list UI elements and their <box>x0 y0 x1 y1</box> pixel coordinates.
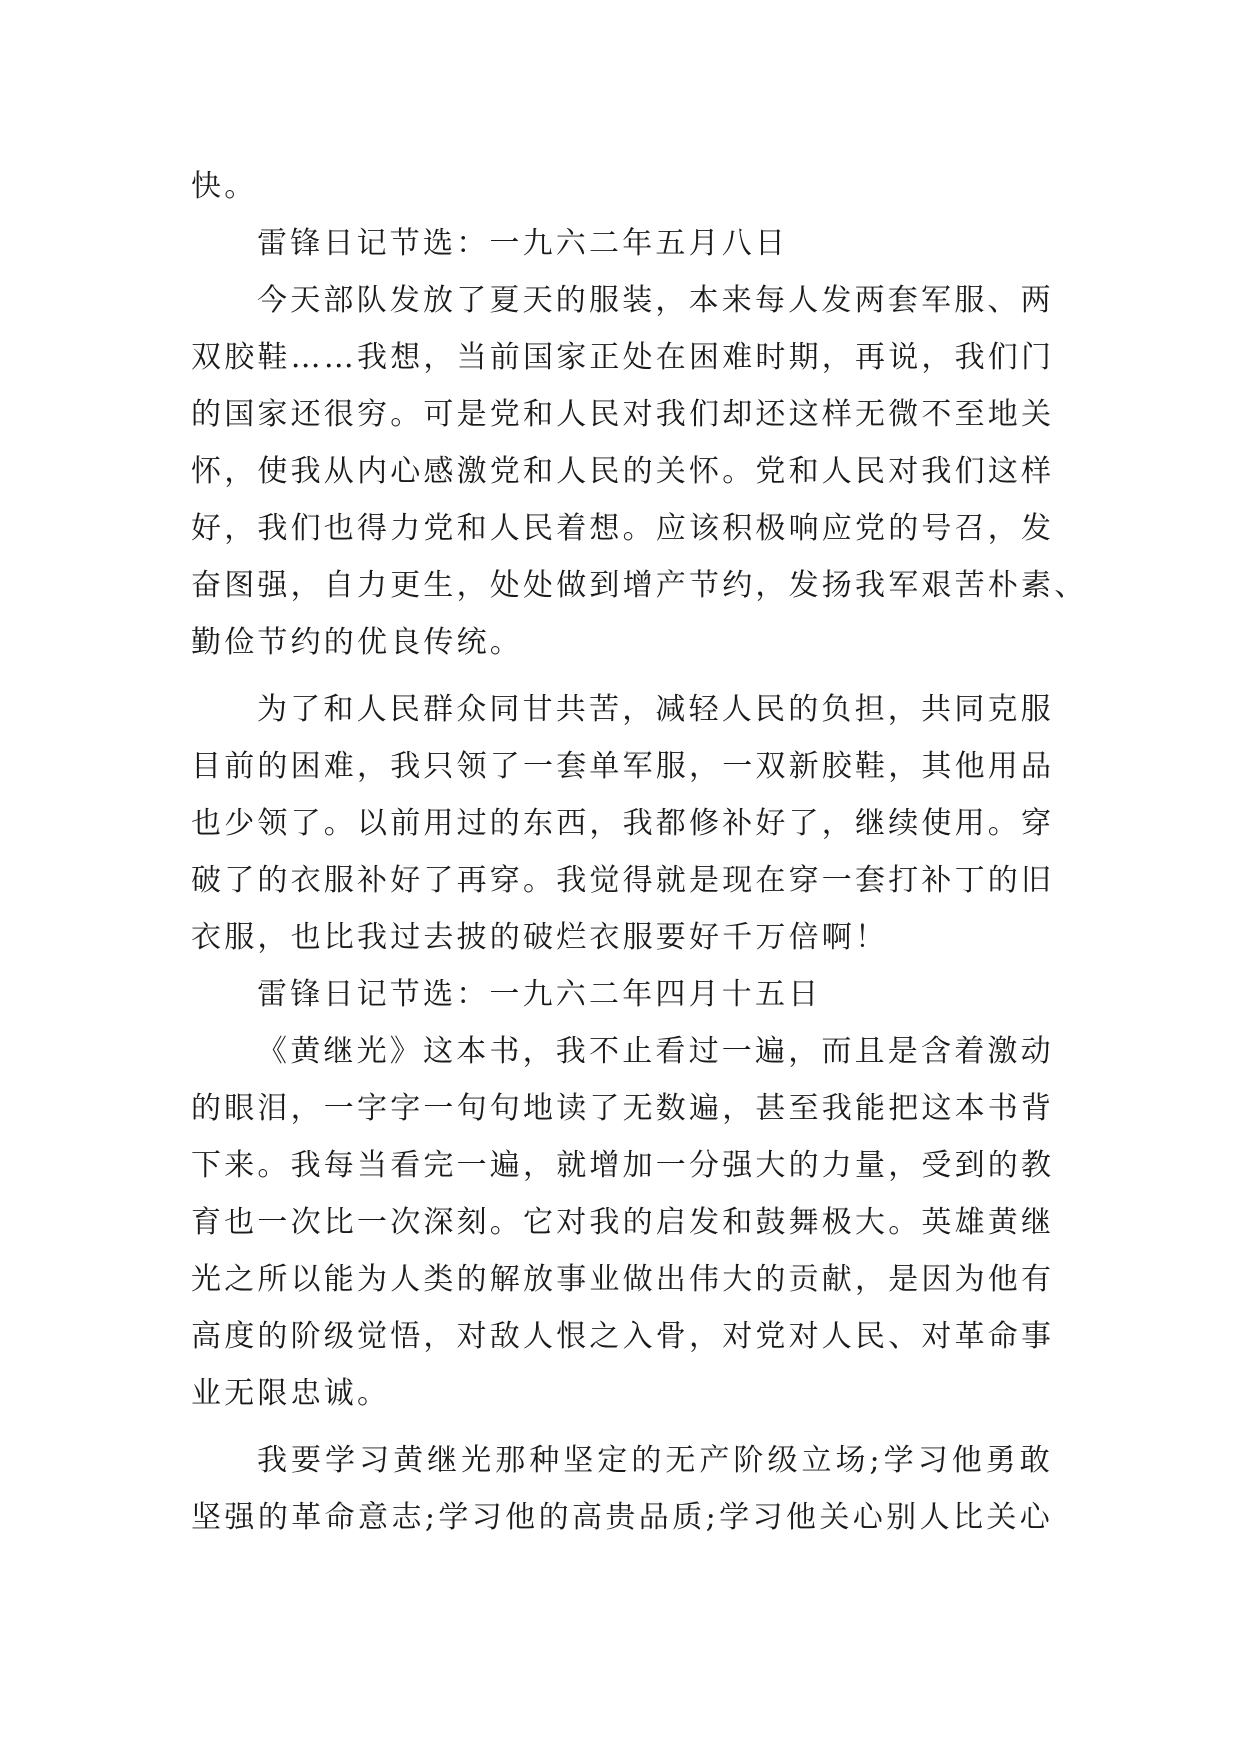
diary-heading <box>191 966 1053 1023</box>
text-line: 坚强的革命意志;学习他的高贵品质;学习他关心别人比关心 <box>191 1500 1053 1535</box>
text-line: 的眼泪，一字字一句句地读了无数遍，甚至我能把这本书背 <box>191 1091 1055 1126</box>
diary-heading <box>191 215 1053 272</box>
text-line: 我要学习黄继光那种坚定的无产阶级立场;学习他勇敢 <box>257 1443 1053 1478</box>
text-line: 快。 <box>191 169 258 204</box>
text-line: 破了的衣服补好了再穿。我觉得就是现在穿一套打补丁的旧 <box>191 863 1055 898</box>
heading-line: 雷锋日记节选：一九六二年四月十五日 <box>257 977 822 1012</box>
text-line: 业无限忠诚。 <box>191 1376 391 1411</box>
paragraph <box>191 1023 1053 1422</box>
text-line: 下来。我每当看完一遍，就增加一分强大的力量，受到的教 <box>191 1148 1055 1183</box>
text-line: 《黄继光》这本书，我不止看过一遍，而且是含着激动 <box>257 1034 1054 1069</box>
text-line: 的国家还很穷。可是党和人民对我们却还这样无微不至地关 <box>191 397 1055 432</box>
text-line: 也少领了。以前用过的东西，我都修补好了，继续使用。穿 <box>191 806 1055 841</box>
paragraph <box>191 272 1088 671</box>
text-line: 育也一次比一次深刻。它对我的启发和鼓舞极大。英雄黄继 <box>191 1205 1055 1240</box>
continuation-text <box>191 158 1053 215</box>
text-line: 怀，使我从内心感激党和人民的关怀。党和人民对我们这样 <box>191 454 1055 489</box>
text-line: 高度的阶级觉悟，对敌人恨之入骨，对党对人民、对革命事 <box>191 1319 1055 1354</box>
paragraph <box>191 1432 1053 1546</box>
text-line: 奋图强，自力更生，处处做到增产节约，发扬我军艰苦朴素、 <box>191 568 1088 603</box>
text-line: 为了和人民群众同甘共苦，减轻人民的负担，共同克服 <box>257 692 1054 727</box>
document-body <box>191 158 1088 1546</box>
text-line: 勤俭节约的优良传统。 <box>191 625 523 660</box>
text-line: 光之所以能为人类的解放事业做出伟大的贡献，是因为他有 <box>191 1262 1055 1297</box>
text-line: 目前的困难，我只领了一套单军服，一双新胶鞋，其他用品 <box>191 749 1055 784</box>
text-line: 衣服，也比我过去披的破烂衣服要好千万倍啊！ <box>191 920 889 955</box>
heading-line: 雷锋日记节选：一九六二年五月八日 <box>257 226 789 261</box>
paragraph <box>191 681 1053 966</box>
text-line: 今天部队发放了夏天的服装，本来每人发两套军服、两 <box>257 283 1054 318</box>
text-line: 好，我们也得力党和人民着想。应该积极响应党的号召，发 <box>191 511 1055 546</box>
text-line: 双胶鞋……我想，当前国家正处在困难时期，再说，我们门 <box>191 340 1055 375</box>
